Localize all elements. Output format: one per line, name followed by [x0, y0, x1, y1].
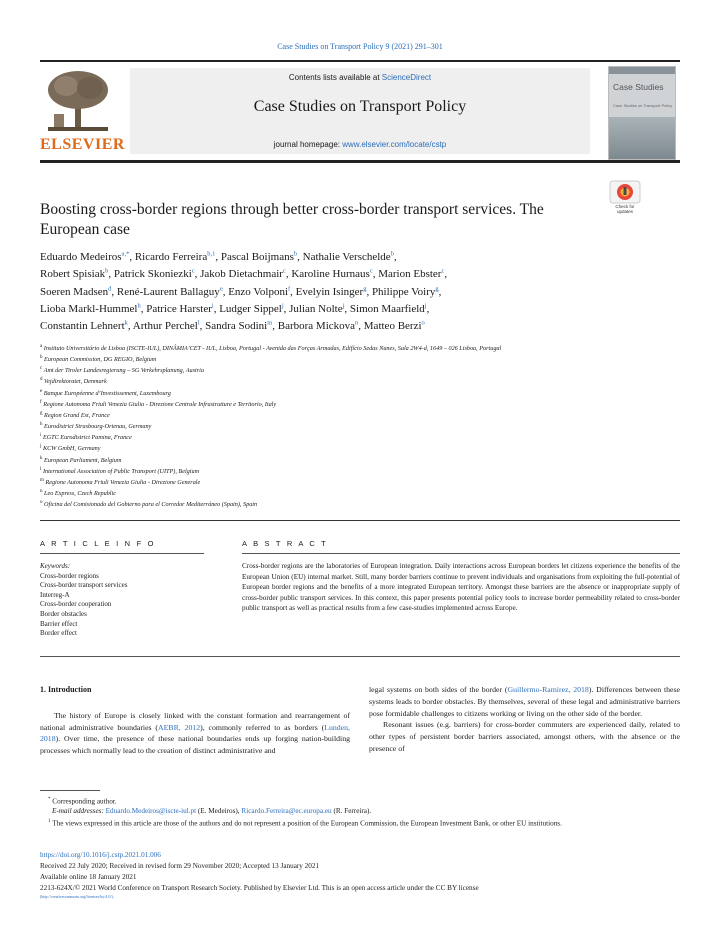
elsevier-tree-icon: [46, 70, 110, 132]
affiliation-key: i: [40, 433, 42, 439]
footnote-emails: [40, 807, 680, 817]
affiliation-key: f: [40, 399, 42, 405]
author-line: Lioba Markl-Hummel$^h$, Patrice Harster$^i$, Ludger Sippel$^j$, Julian Nolte$^j$, Simon Maarfield$^j$,: [40, 302, 430, 315]
author-list: [40, 249, 640, 335]
author-name[interactable]: Patrice Harster: [146, 302, 212, 315]
footnotes: [40, 795, 680, 829]
author-name[interactable]: Eduardo Medeiros: [40, 251, 122, 263]
author-name[interactable]: Lioba Markl-Hummel: [40, 302, 138, 315]
author-name[interactable]: Marion Ebster: [378, 268, 442, 281]
affiliation-text: Region Grand Est, France: [44, 412, 110, 419]
affiliation-item: [40, 465, 600, 476]
author-affiliation-mark[interactable]: c: [191, 267, 195, 275]
affiliation-item: [40, 487, 600, 498]
author-affiliation-mark[interactable]: c: [282, 267, 286, 275]
keyword-item: Barrier effect: [40, 619, 78, 628]
email-label: E-mail addresses:: [52, 807, 106, 816]
author-affiliation-mark[interactable]: b,1: [207, 250, 216, 258]
affiliation-item: [40, 498, 600, 509]
author-name[interactable]: Enzo Volponi: [228, 285, 288, 298]
author-affiliation-mark[interactable]: e: [219, 284, 223, 292]
affiliation-key: o: [40, 500, 43, 506]
check-updates-label: Check for updates: [615, 204, 635, 214]
article-info-heading: A R T I C L E I N F O: [40, 539, 156, 548]
affiliation-text: Banque Européenne d’Investissement, Luxembourg: [43, 389, 171, 397]
sciencedirect-link[interactable]: ScienceDirect: [381, 73, 432, 82]
intro-text-b: ), commonly referred to as borders (: [200, 722, 325, 732]
affiliation-key: a: [40, 344, 43, 349]
affiliation-item: [40, 420, 600, 431]
intro-paragraph-1-cont: [369, 684, 680, 719]
email1-who: (E. Medeiros),: [196, 807, 242, 816]
journal-homepage: [130, 140, 590, 149]
keywords-label: Keywords:: [40, 562, 71, 570]
keyword-item: Cross-border transport services: [40, 581, 128, 590]
homepage-link[interactable]: www.elsevier.com/locate/cstp: [342, 140, 447, 149]
affiliation-text: Vejdirektoratet, Denmark: [44, 378, 107, 386]
email-medeiros[interactable]: Eduardo.Medeiros@iscte-iul.pt: [105, 807, 197, 816]
ref-lunden-2018[interactable]: Lunden, 2018: [40, 722, 350, 744]
contents-availability: [130, 73, 590, 82]
affiliation-key: e: [40, 388, 43, 394]
elsevier-wordmark: ELSEVIER: [40, 136, 125, 153]
author-affiliation-mark[interactable]: h: [137, 302, 141, 310]
license-text: 2213-624X/© 2021 World Conference on Transport Research Society. Published by Elsevier Ltd. This is an open access article under the CC BY license: [40, 884, 479, 893]
masthead-rule: [40, 160, 680, 163]
author-name[interactable]: Ricardo Ferreira: [134, 251, 208, 263]
author-name[interactable]: René-Laurent Ballaguy: [116, 285, 220, 298]
author-name[interactable]: Soeren Madsen: [40, 285, 109, 298]
author-affiliation-mark[interactable]: f: [288, 284, 291, 292]
email-ferreira[interactable]: Ricardo.Ferreira@ec.europa.eu: [241, 807, 332, 816]
footnote-1-text: The views expressed in this article are those of the authors and do not represent a position of the European Commission, the European Investment Bank, or other EU institutions.: [52, 819, 562, 828]
keyword-item: Border obstacles: [40, 609, 87, 618]
affiliation-text: European Commission, DG REGIO, Belgium: [44, 356, 157, 364]
affiliation-text: EGTC Eurodistrict Pamina, France: [42, 434, 132, 442]
ref-aebr-2012[interactable]: AEBR, 2012: [158, 722, 201, 732]
journal-title: Case Studies on Transport Policy: [253, 98, 467, 115]
affiliation-item: [40, 387, 600, 398]
section-1-heading: 1. Introduction: [40, 685, 92, 694]
keyword-item: Border effect: [40, 629, 77, 638]
author-name[interactable]: Ludger Sippel: [219, 302, 282, 315]
masthead: [40, 68, 680, 158]
keyword-item: Interreg-A: [40, 590, 70, 599]
journal-citation[interactable]: Case Studies on Transport Policy 9 (2021) 291–301: [277, 42, 443, 51]
author-affiliation-mark[interactable]: o: [421, 319, 425, 327]
abstract-rule: [242, 553, 680, 554]
affiliation-key: h: [40, 422, 43, 428]
received-dates: Received 22 July 2020; Received in revised form 29 November 2020; Accepted 13 January 2021: [40, 862, 320, 871]
author-affiliation-mark[interactable]: c: [441, 267, 445, 275]
affiliation-key: c: [40, 366, 43, 372]
author-line: Eduardo Medeiros$^{a,*}$, Ricardo Ferreira$^{b,1}$, Pascal Boijmans$^b$, Nathalie Verschelde$^b$,: [40, 250, 397, 263]
affiliation-text: KCW GmbH, Germany: [42, 445, 101, 453]
author-line: Robert Spisiak$^b$, Patrick Skoniezki$^c$, Jakob Dietachmair$^c$, Karoline Hurnaus$^c$, Marion Ebster$^c$,: [40, 267, 448, 281]
author-affiliation-mark[interactable]: j: [342, 302, 345, 310]
affiliation-key: k: [40, 455, 43, 461]
affiliation-text: Amt der Tiroler Landesregierung – SG Verkehrsplanung, Austria: [43, 367, 204, 375]
affiliation-key: j: [40, 444, 42, 450]
keywords-block: [40, 562, 210, 639]
intro-paragraph-1: [40, 710, 350, 757]
intro-paragraph-2: Resonant issues (e.g. barriers) for cross-border commuters are experienced daily, related to other types of persistent border barriers associated, amongst others, with the absence or the presence of: [369, 720, 680, 753]
keyword-item: Cross-border cooperation: [40, 600, 112, 609]
author-name[interactable]: Arthur Perchel: [132, 320, 198, 333]
cover-title: Case Studies: [613, 82, 664, 92]
author-name[interactable]: Pascal Boijmans: [220, 251, 294, 263]
author-line: Constantin Lehnert$^k$, Arthur Perchel$^l$, Sandra Sodini$^m$, Barbora Mickova$^n$, Matteo Berzi$^o$: [40, 319, 425, 333]
elsevier-logo[interactable]: [40, 70, 125, 158]
affiliation-item: [40, 409, 600, 420]
journal-banner: [130, 68, 590, 154]
affiliation-key: d: [40, 377, 43, 383]
author-name[interactable]: Evelyin Isinger: [295, 285, 364, 298]
affiliation-text: International Association of Public Transport (UITP), Belgium: [42, 467, 200, 475]
article-info-rule: [40, 553, 204, 554]
journal-cover[interactable]: [608, 66, 676, 160]
author-name[interactable]: Jakob Dietachmair: [200, 268, 283, 281]
homepage-prefix: journal homepage:: [273, 140, 343, 149]
affiliation-item: [40, 431, 600, 442]
author-affiliation-mark[interactable]: m: [267, 319, 273, 327]
author-name[interactable]: Patrick Skoniezki: [113, 268, 192, 281]
author-name[interactable]: Nathalie Verschelde: [302, 251, 391, 263]
body-column-right: [369, 684, 680, 755]
affiliation-item: [40, 364, 600, 375]
author-affiliation-mark[interactable]: j: [424, 302, 427, 310]
check-updates-icon: [609, 180, 641, 204]
author-name[interactable]: Philippe Voiry: [371, 285, 436, 298]
check-for-updates-badge[interactable]: [609, 180, 641, 214]
intro-text-c: ). Over time, the presence of these national boundaries ends up forging nation-building processes which normally lead to the creation of distinct administrative and: [40, 734, 350, 756]
affiliation-rule: [40, 520, 680, 521]
affiliation-item: [40, 454, 600, 465]
author-affiliation-mark[interactable]: i: [211, 302, 214, 310]
affiliation-text: Instituto Universitário de Lisboa (ISCTE-IUL), DINÂMIA’CET - IUL, Lisboa, Portugal - Avenida das Forças Armadas, Edifício Sedas Nunes, Sala 2W4-d, 1649 – 026 Lisboa, Portugal: [43, 345, 502, 353]
affiliation-item: [40, 398, 600, 409]
col2-text-a: legal systems on both sides of the border (: [369, 685, 508, 694]
keyword-item: Cross-border regions: [40, 571, 99, 580]
affiliation-item: [40, 375, 600, 386]
author-affiliation-mark[interactable]: j: [281, 302, 284, 310]
affiliation-item: [40, 353, 600, 364]
license-link[interactable]: (http://creativecommons.org/licenses/by/4.0/).: [40, 894, 114, 900]
article-title: Boosting cross-border regions through better cross-border transport services. The European case: [40, 201, 544, 238]
affiliation-key: n: [40, 489, 43, 495]
author-affiliation-mark[interactable]: l: [197, 319, 200, 327]
affiliation-text: Regione Autonoma Friuli Venezia Giulia - Direzione Generale: [45, 478, 201, 486]
abstract-text: Cross-border regions are the laboratories of European integration. Daily interactions across European borders let citizens experience the benefits of the European Union (EU) internal market. Still, many border barriers continue to prevent individuals and organisations from exploiting the full-potential of European border regions and the benefits of a more integrated European territory. Amongst these barriers are the absence or inappropriate supply of cross-border public transport services. In this context, this paper presents potential policy tools to increase border permeability related to cross-border public transport as well as practical results from a few case-studies implemented across Europe.: [242, 562, 680, 613]
publication-metadata: [40, 850, 680, 900]
affiliation-item: [40, 476, 600, 487]
affiliation-list: [40, 342, 600, 509]
doi-link[interactable]: https://doi.org/10.1016/j.cstp.2021.01.006: [40, 851, 161, 859]
author-name[interactable]: Julian Nolte: [289, 302, 343, 315]
author-affiliation-mark[interactable]: b: [293, 250, 298, 258]
affiliation-key: b: [40, 355, 43, 361]
contents-prefix: Contents lists available at: [288, 73, 382, 82]
affiliation-text: Regione Autonoma Friuli Venezia Giulia - Direzione Centrale Infrastrutture e Territorio, Italy: [43, 400, 277, 408]
author-affiliation-mark[interactable]: g: [363, 284, 367, 292]
affiliation-item: [40, 442, 600, 453]
author-affiliation-mark[interactable]: a,*: [121, 250, 130, 258]
body-column-left: [40, 684, 350, 757]
top-rule: [40, 60, 680, 62]
affiliation-text: Eurodistrict Strasbourg-Ortenau, Germany: [44, 423, 152, 431]
corresponding-text: Corresponding author.: [52, 797, 117, 806]
author-affiliation-mark[interactable]: g: [435, 284, 439, 292]
affiliation-key: l: [40, 466, 42, 472]
author-name[interactable]: Robert Spisiak: [40, 268, 106, 281]
author-affiliation-mark[interactable]: b: [105, 267, 109, 275]
affiliation-text: European Parliament, Belgium: [44, 456, 122, 464]
available-online: Available online 18 January 2021: [40, 873, 137, 882]
email2-who: (R. Ferreira).: [331, 807, 372, 816]
cover-image: [609, 117, 675, 159]
intro-text-a: The history of Europe is closely linked with the constant formation and rearrangement of national administrative boundaries (: [40, 710, 350, 732]
author-affiliation-mark[interactable]: n: [355, 319, 359, 327]
affiliation-item: [40, 342, 600, 353]
author-line: Soeren Madsen$^d$, René-Laurent Ballaguy$^e$, Enzo Volponi$^f$, Evelyin Isinger$^g$, Philippe Voiry$^g$,: [40, 284, 442, 298]
affiliation-text: Leo Express, Czech Republic: [44, 490, 116, 498]
author-name[interactable]: Karoline Hurnaus: [291, 268, 370, 281]
footnote-corresponding: * Corresponding author.: [48, 797, 117, 806]
author-name[interactable]: Matteo Berzi: [363, 320, 422, 333]
abstract-heading: A B S T R A C T: [242, 539, 328, 548]
author-name[interactable]: Simon Maarfield: [349, 302, 425, 315]
abstract-bottom-rule: [40, 656, 680, 657]
author-affiliation-mark[interactable]: d: [108, 284, 112, 292]
footnote-rule: [40, 790, 100, 791]
cover-subtitle: Case Studies on Transport Policy: [613, 103, 673, 108]
author-name[interactable]: Constantin Lehnert: [40, 320, 125, 333]
affiliation-text: Oficina del Comisionado del Gobierno para el Corredor Mediterráneo (Spain), Spain: [44, 501, 258, 509]
col2-text-b: ). Differences between these systems leads to border obstacles. By themselves, several of these legal and administrative barriers pose formidable challenges to citizens working or living on the other side of the border.: [369, 685, 680, 718]
author-affiliation-mark[interactable]: k: [124, 319, 128, 327]
footnote-1: $^1$ The views expressed in this article are those of the authors and do not represent a position of the European Commission, the European Investment Bank, or other EU institutions.: [48, 818, 562, 828]
author-name[interactable]: Barbora Mickova: [277, 320, 356, 333]
ref-guillermo-ramirez-2018[interactable]: Guillermo-Ramirez, 2018: [507, 685, 589, 694]
affiliation-key: m: [40, 477, 44, 483]
author-affiliation-mark[interactable]: c: [369, 267, 373, 275]
author-name[interactable]: Sandra Sodini: [205, 320, 268, 333]
author-affiliation-mark[interactable]: b: [390, 250, 394, 258]
affiliation-key: g: [40, 410, 43, 416]
cover-top-bar: [609, 67, 675, 74]
